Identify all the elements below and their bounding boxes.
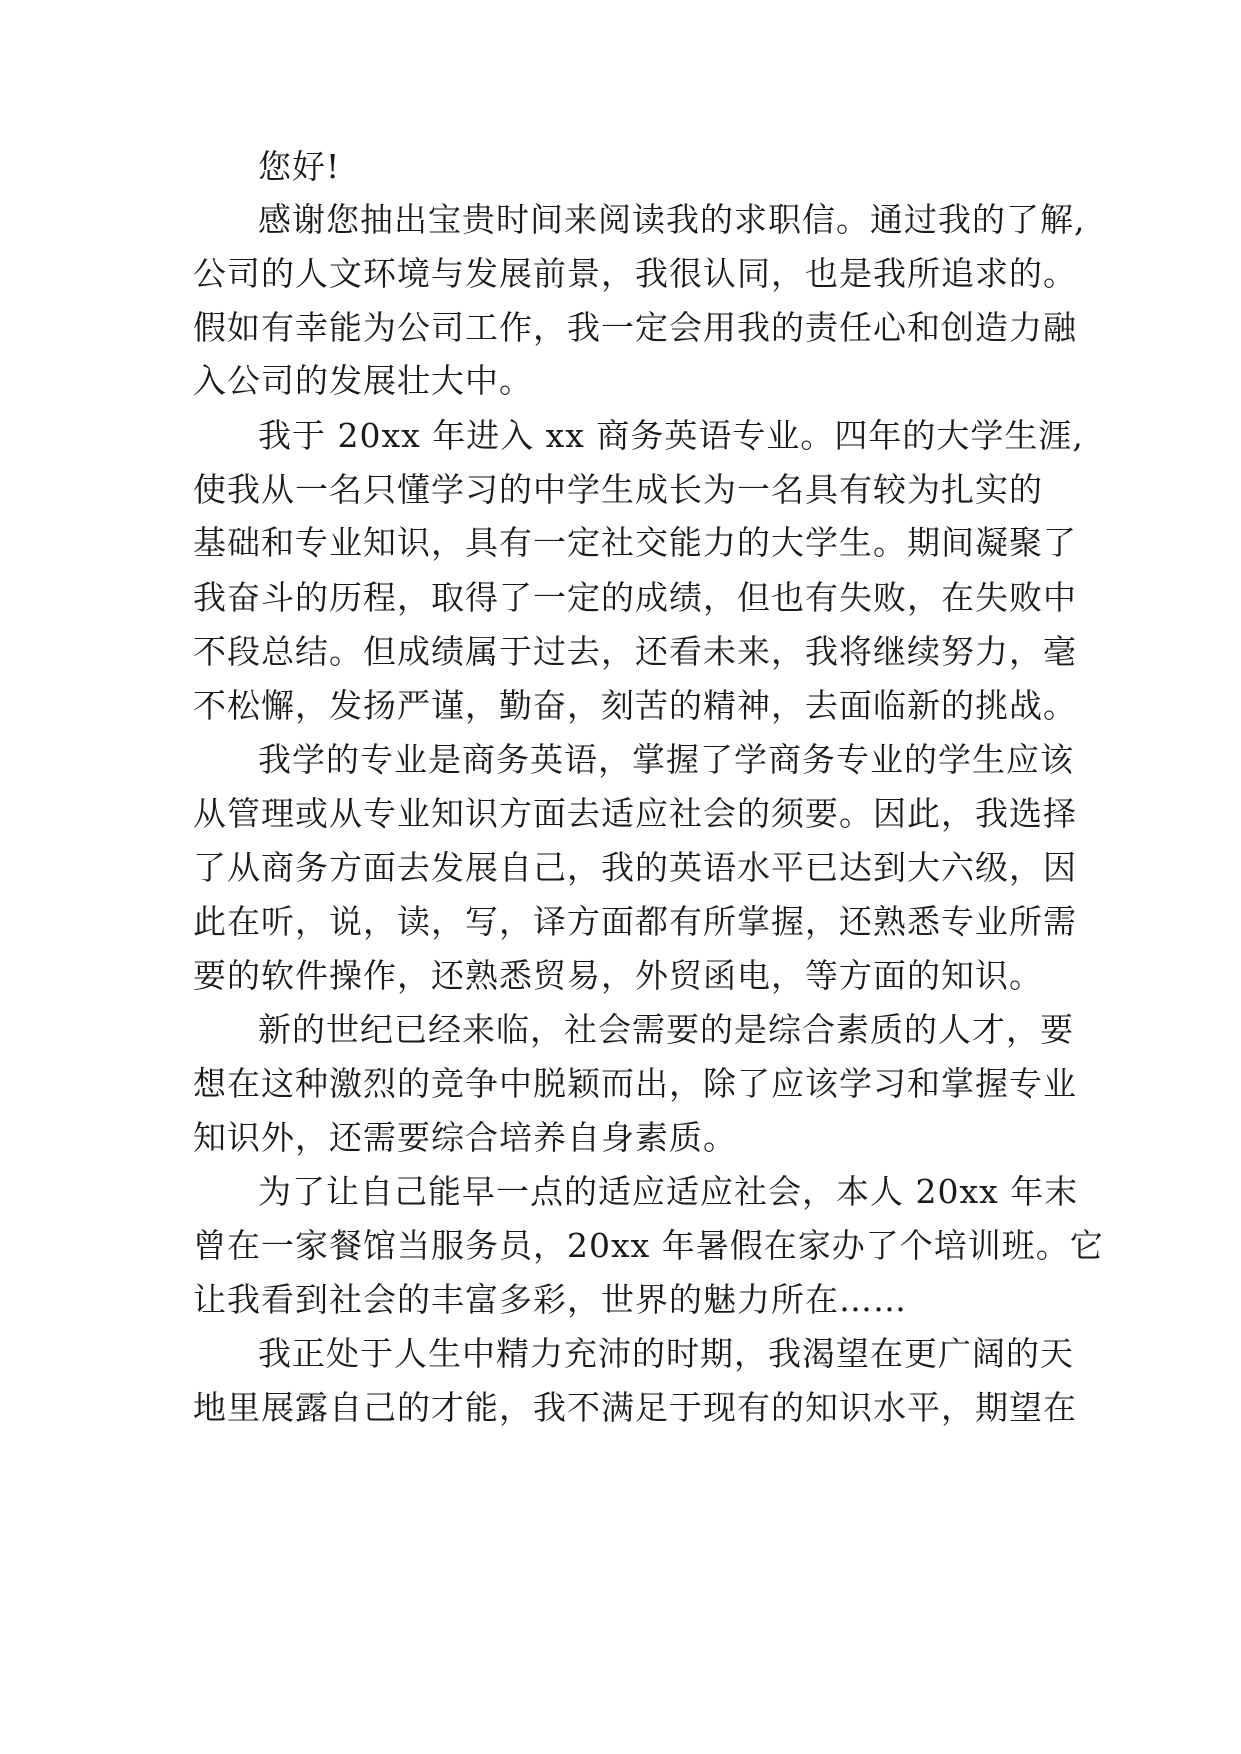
paragraph-line: 入公司的发展壮大中。 <box>193 361 533 400</box>
paragraph-line: 为了让自己能早一点的适应适应社会，本人 20xx 年末 <box>258 1172 1079 1211</box>
paragraph-line: 我奋斗的历程，取得了一定的成绩，但也有失败，在失败中 <box>193 578 1077 617</box>
paragraph-line: 使我从一名只懂学习的中学生成长为一名具有较为扎实的 <box>193 470 1043 509</box>
paragraph-line: 基础和专业知识，具有一定社交能力的大学生。期间凝聚了 <box>193 523 1077 562</box>
paragraph-line: 知识外，还需要综合培养自身素质。 <box>193 1118 737 1157</box>
greeting-line: 您好! <box>258 147 341 186</box>
paragraph-line: 感谢您抽出宝贵时间来阅读我的求职信。通过我的了解, <box>258 200 1086 239</box>
paragraph-line: 新的世纪已经来临，社会需要的是综合素质的人才，要 <box>258 1010 1074 1049</box>
paragraph-line: 曾在一家餐馆当服务员，20xx 年暑假在家办了个培训班。它 <box>193 1226 1104 1265</box>
paragraph-line: 想在这种激烈的竞争中脱颖而出，除了应该学习和掌握专业 <box>193 1064 1077 1103</box>
paragraph-line: 我正处于人生中精力充沛的时期，我渴望在更广阔的天 <box>258 1334 1074 1373</box>
paragraph-line: 不段总结。但成绩属于过去，还看未来，我将继续努力，毫 <box>193 632 1077 671</box>
paragraph-line: 地里展露自己的才能，我不满足于现有的知识水平，期望在 <box>193 1388 1077 1427</box>
paragraph-line: 从管理或从专业知识方面去适应社会的须要。因此，我选择 <box>193 794 1077 833</box>
paragraph-line: 我于 20xx 年进入 xx 商务英语专业。四年的大学生涯, <box>258 416 1084 455</box>
paragraph-line: 不松懈，发扬严谨，勤奋，刻苦的精神，去面临新的挑战。 <box>193 686 1077 725</box>
paragraph-line: 要的软件操作，还熟悉贸易，外贸函电，等方面的知识。 <box>193 956 1043 995</box>
paragraph-line: 让我看到社会的丰富多彩，世界的魅力所在…… <box>193 1280 907 1319</box>
paragraph-line: 公司的人文环境与发展前景，我很认同，也是我所追求的。 <box>193 254 1077 293</box>
paragraph-line: 我学的专业是商务英语，掌握了学商务专业的学生应该 <box>258 740 1074 779</box>
paragraph-line: 此在听，说，读，写，译方面都有所掌握，还熟悉专业所需 <box>193 902 1077 941</box>
paragraph-line: 了从商务方面去发展自己，我的英语水平已达到大六级，因 <box>193 848 1077 887</box>
paragraph-line: 假如有幸能为公司工作，我一定会用我的责任心和创造力融 <box>193 308 1077 347</box>
